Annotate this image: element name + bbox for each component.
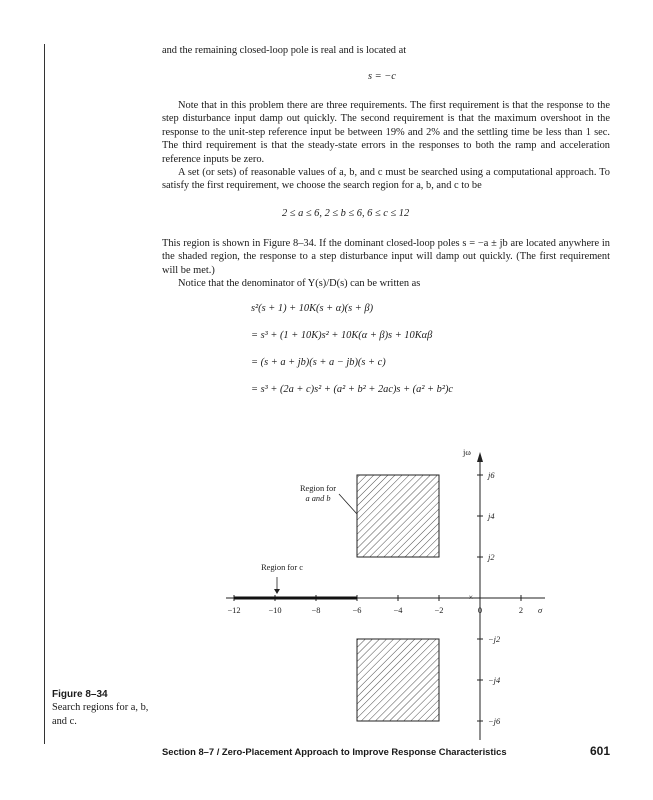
equation-2: = s³ + (1 + 10K)s² + 10K(α + β)s + 10Kαβ bbox=[251, 330, 433, 341]
annotation-ab-arrow bbox=[339, 494, 357, 514]
annotation-ab-2: a and b bbox=[305, 494, 331, 503]
y-tick-label: −j4 bbox=[488, 676, 501, 685]
x-tick-label: −8 bbox=[311, 606, 321, 615]
x-tick-label: 0 bbox=[477, 606, 483, 615]
pole-marker: × bbox=[468, 593, 474, 602]
imag-axis-label: jω bbox=[463, 448, 471, 457]
real-axis-label: σ bbox=[538, 606, 543, 615]
figure-caption-text: Search regions for a, b, and c. bbox=[52, 702, 149, 727]
page-number: 601 bbox=[589, 744, 610, 758]
annotation-c-arrowhead bbox=[274, 589, 280, 594]
region-ab-lower bbox=[357, 639, 439, 721]
page-footer bbox=[162, 746, 610, 757]
y-tick-label: j4 bbox=[488, 512, 495, 521]
figure-caption bbox=[52, 688, 162, 728]
para-requirements: Note that in this problem there are three requirements. The first requirement is that the response to the step disturbance input damp out quickly. The second requirement is that the maximum overshoot in the response to the unit-step reference input be between 19% and 2% and the settling time be less than 1 sec. The third requirement is that the steady-state errors in the responses to both the ramp and acceleration reference inputs be zero. bbox=[162, 100, 610, 165]
equation-region: 2 ≤ a ≤ 6, 2 ≤ b ≤ 6, 6 ≤ c ≤ 12 bbox=[282, 208, 410, 219]
para-denominator: Notice that the denominator of Y(s)/D(s) can be written as bbox=[178, 278, 421, 290]
y-tick-label: −j2 bbox=[488, 635, 501, 644]
figure-label: Figure 8–34 bbox=[52, 689, 108, 700]
x-tick-label: −2 bbox=[434, 606, 444, 615]
y-tick-label: j2 bbox=[488, 553, 495, 562]
x-tick-label: −10 bbox=[268, 606, 282, 615]
x-tick-label: −4 bbox=[393, 606, 403, 615]
y-tick-label: j6 bbox=[488, 471, 495, 480]
region-ab-upper bbox=[357, 475, 439, 557]
x-tick-label: 2 bbox=[518, 606, 524, 615]
para-region: This region is shown in Figure 8–34. If the dominant closed-loop poles s = −a ± jb are located anywhere in the shaded region, the response to a step disturbance input will damp out quickly. (The first requirement will be met.) bbox=[162, 238, 610, 276]
equation-4: = s³ + (2a + c)s² + (a² + b² + 2ac)s + (a² + b²)c bbox=[251, 384, 454, 395]
x-tick-label: −12 bbox=[227, 606, 241, 615]
annotation-c: Region for c bbox=[261, 563, 303, 572]
y-tick-label: −j6 bbox=[488, 717, 501, 726]
footer-section: Section 8–7 / Zero-Placement Approach to Improve Response Characteristics bbox=[162, 746, 507, 757]
equation-1: s²(s + 1) + 10K(s + α)(s + β) bbox=[251, 303, 374, 314]
equation-3: = (s + a + jb)(s + a − jb)(s + c) bbox=[251, 357, 386, 368]
x-tick-label: −6 bbox=[352, 606, 362, 615]
equation-s: s = −c bbox=[368, 71, 396, 82]
imag-axis-arrow bbox=[477, 452, 483, 462]
intro-line: and the remaining closed-loop pole is real and is located at bbox=[162, 45, 407, 56]
para-search: A set (or sets) of reasonable values of a, b, and c must be searched using a computational approach. To satisfy the first requirement, we choose the search region for a, b, and c to be bbox=[162, 167, 610, 192]
annotation-ab-1: Region for bbox=[299, 484, 337, 493]
